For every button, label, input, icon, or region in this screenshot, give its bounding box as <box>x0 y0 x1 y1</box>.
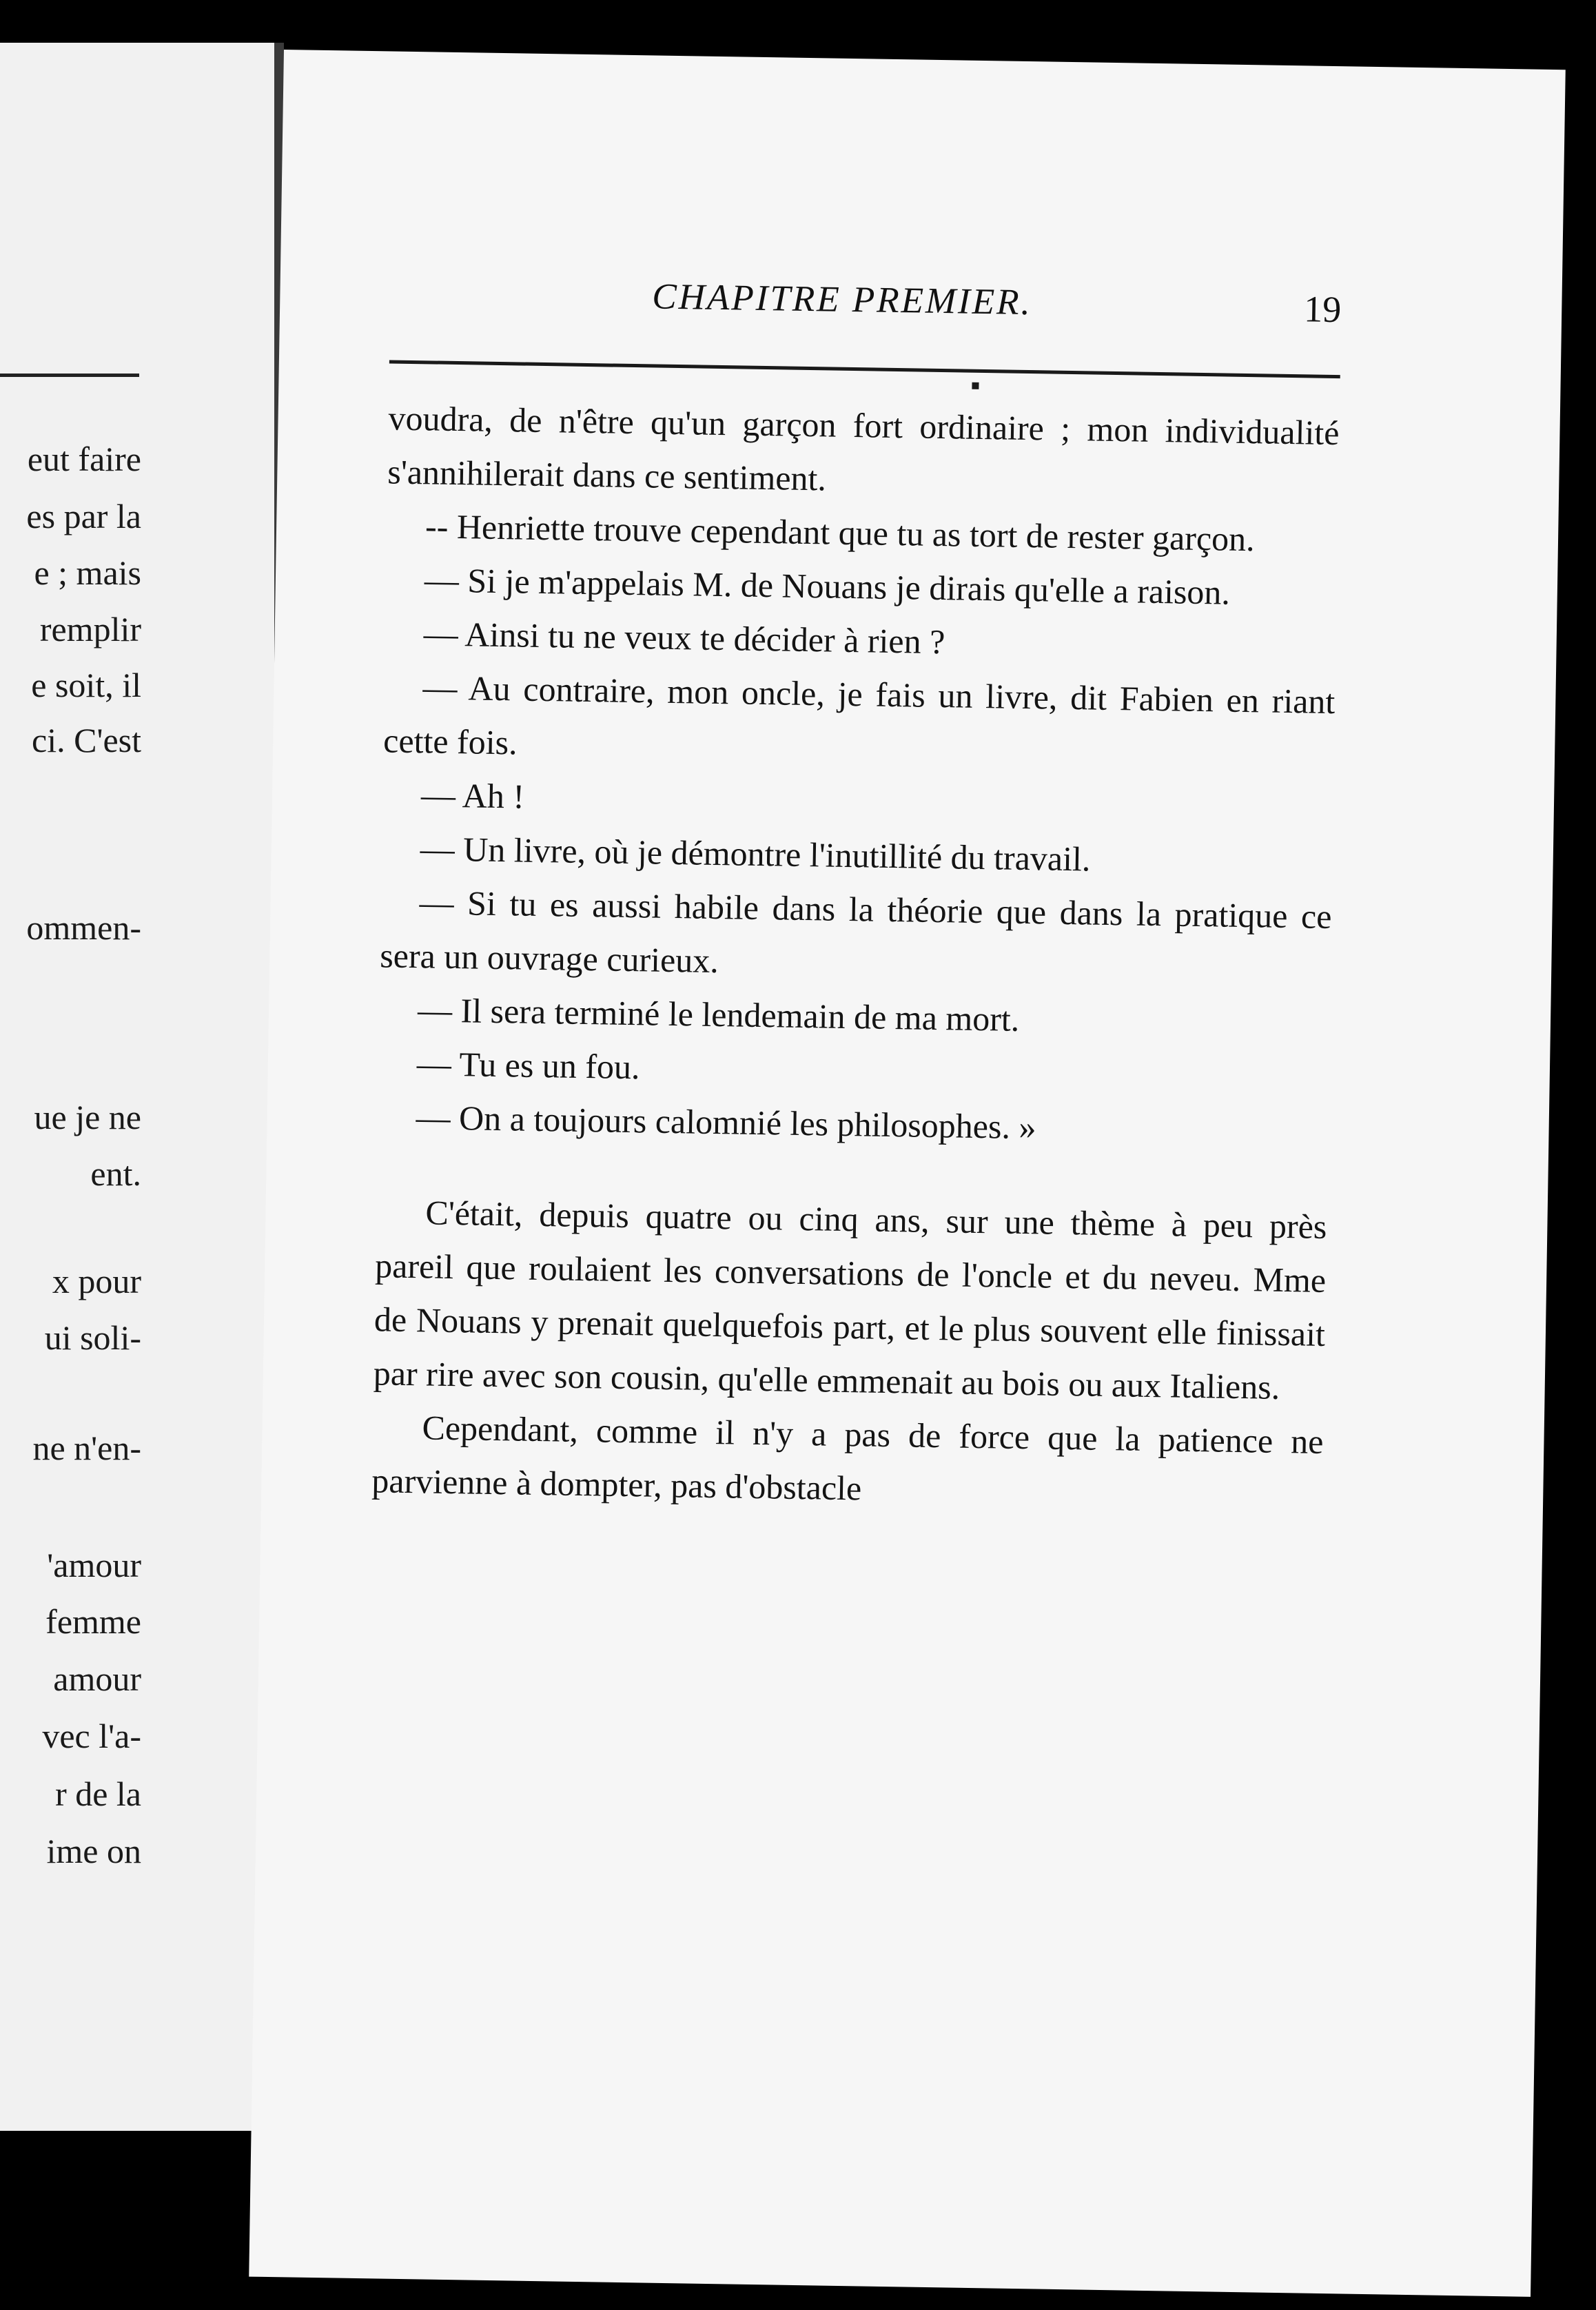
left-line: vec l'a- <box>42 1717 141 1755</box>
dialogue-line: — Si je m'appelais M. de Nouans je dirais qu'elle a raison. <box>424 560 1231 612</box>
left-line: ommen- <box>26 908 141 947</box>
left-line: es par la <box>26 497 141 535</box>
left-line: ui soli- <box>44 1318 141 1357</box>
left-line: ime on <box>46 1832 141 1870</box>
dialogue-line: — Ainsi tu ne veux te décider à rien ? <box>423 614 945 662</box>
left-line: ne n'en- <box>32 1429 141 1467</box>
left-page <box>0 43 276 2131</box>
dialogue-line: — Tu es un fou. <box>416 1044 641 1087</box>
left-line: e soit, il <box>31 666 141 704</box>
dialogue-line: — Si tu es aussi habile dans la théorie que dans la pratique ce sera un ouvrage curieux. <box>379 883 1332 981</box>
paragraph: C'était, depuis quatre ou cinq ans, sur une thème à peu près pareil que roulaient les conversations de l'oncle et du neveu. Mme de Nouans y prenait quelquefois part, et le plus souvent elle finissait par rire avec son cousin, qu'elle emmenait au bois ou aux Italiens. <box>373 1193 1327 1407</box>
page-content <box>371 272 1342 1522</box>
dialogue-line: — Un livre, où je démontre l'inutillité du travail. <box>420 829 1091 879</box>
dialogue-line: — Il sera terminé le lendemain de ma mort. <box>417 990 1020 1039</box>
left-line: ue je ne <box>34 1098 141 1136</box>
left-line: remplir <box>39 610 141 648</box>
left-line: x pour <box>52 1262 141 1300</box>
left-line: ci. C'est <box>32 721 141 759</box>
paragraph: voudra, de n'être qu'un garçon fort ordinaire ; mon individualité s'annihilerait dans ce sentiment. <box>387 398 1340 498</box>
running-head <box>390 272 1342 349</box>
dialogue-line: -- Henriette trouve cependant que tu as tort de rester garçon. <box>424 507 1256 559</box>
left-line: eut faire <box>27 440 141 478</box>
left-line: 'amour <box>47 1546 141 1584</box>
dialogue-line: — On a toujours calomnié les philosophes. » <box>416 1098 1036 1147</box>
right-page <box>249 50 1566 2297</box>
left-line: e ; mais <box>34 553 141 592</box>
chapter-title: CHAPITRE PREMIER. <box>651 276 1033 323</box>
dialogue-line: — Ah ! <box>420 775 525 816</box>
ink-dot <box>972 382 979 389</box>
body-text <box>371 391 1340 1522</box>
left-page-rule <box>0 374 139 377</box>
paragraph: Cependant, comme il n'y a pas de force que la patience ne parvienne à dompter, pas d'obstacle <box>371 1408 1324 1508</box>
left-line: amour <box>53 1659 141 1698</box>
left-line: ent. <box>90 1154 141 1193</box>
dialogue-line: — Au contraire, mon oncle, je fais un livre, dit Fabien en riant cette fois. <box>382 668 1336 762</box>
left-line: femme <box>45 1602 141 1641</box>
left-line: r de la <box>55 1775 141 1813</box>
page-number: 19 <box>1303 288 1342 331</box>
